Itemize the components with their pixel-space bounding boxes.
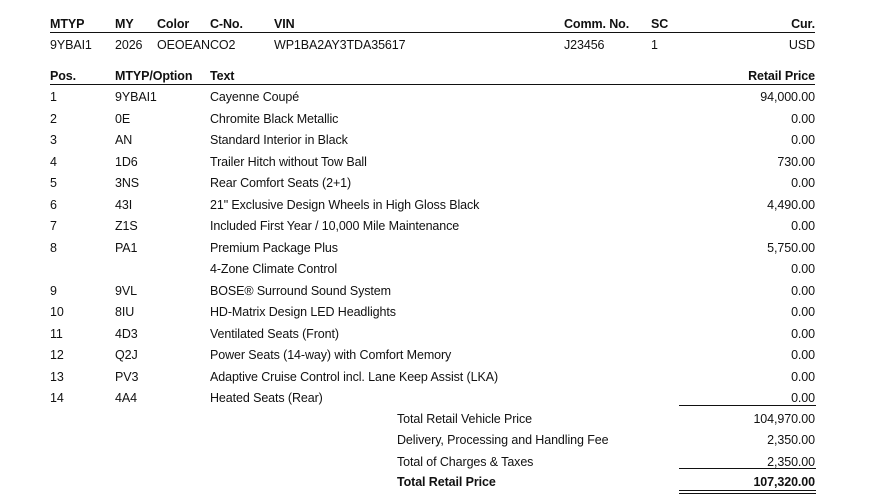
item-pos: 10	[50, 305, 64, 319]
header-label-my: MY	[115, 17, 134, 31]
table-row	[0, 112, 880, 133]
table-row	[0, 391, 880, 412]
item-pos: 14	[50, 391, 64, 405]
header-value-cno: CO2	[210, 38, 236, 52]
item-option: Z1S	[115, 219, 138, 233]
item-pos: 3	[50, 133, 57, 147]
header-label-color: Color	[157, 17, 190, 31]
item-option: 4D3	[115, 326, 138, 341]
table-row	[0, 262, 880, 283]
item-pos: 12	[50, 348, 64, 362]
item-option: 9YBAI1	[115, 90, 157, 104]
item-pos: 11	[50, 326, 63, 341]
table-row	[0, 219, 880, 240]
total-label: Total Retail Vehicle Price	[397, 412, 532, 426]
item-text: Standard Interior in Black	[210, 133, 348, 147]
table-row	[0, 241, 880, 262]
total-label: Delivery, Processing and Handling Fee	[397, 433, 609, 447]
item-pos: 4	[50, 154, 57, 169]
items-header-text: Text	[210, 69, 235, 83]
item-option: 43I	[115, 197, 133, 212]
item-price: 0.00	[791, 391, 815, 405]
header-value-color: OEOEAN	[157, 38, 210, 52]
item-text: Power Seats (14-way) with Comfort Memory	[210, 348, 452, 362]
grand-total-underline-1	[679, 490, 816, 491]
item-option: 1D6	[115, 154, 138, 169]
item-text: Ventilated Seats (Front)	[210, 326, 339, 341]
grand-total-label: Total Retail Price	[397, 475, 496, 489]
item-price: 4,490.00	[767, 197, 815, 212]
item-text: 4-Zone Climate Control	[210, 262, 338, 276]
table-row	[0, 370, 880, 391]
table-row	[0, 305, 880, 326]
item-option: 9VL	[115, 283, 137, 298]
table-row	[0, 90, 880, 111]
table-row	[0, 155, 880, 176]
item-price: 0.00	[791, 262, 815, 276]
items-header-option: MTYP/Option	[115, 69, 193, 83]
header-value-my: 2026	[115, 38, 143, 52]
header-label-comm-no: Comm. No.	[564, 17, 630, 31]
item-price: 0.00	[791, 326, 815, 341]
item-option: 0E	[115, 111, 131, 126]
item-pos: 1	[50, 90, 57, 104]
item-pos: 6	[50, 197, 57, 212]
item-pos: 2	[50, 111, 57, 126]
items-header-pos: Pos.	[50, 69, 76, 83]
header-label-mtyp: MTYP	[50, 17, 85, 31]
header-label-cno: C-No.	[210, 17, 243, 31]
total-value: 2,350.00	[767, 433, 815, 447]
items-header-price: Retail Price	[748, 69, 815, 83]
table-row	[0, 348, 880, 369]
item-price: 94,000.00	[760, 90, 815, 104]
total-label: Total of Charges & Taxes	[397, 455, 534, 469]
item-price: 0.00	[791, 283, 815, 298]
header-value-currency: USD	[788, 38, 815, 52]
table-row	[0, 176, 880, 197]
grand-total-divider	[679, 468, 816, 469]
item-text: BOSE® Surround Sound System	[210, 283, 391, 298]
item-price: 730.00	[777, 154, 815, 169]
table-row	[0, 198, 880, 219]
total-row-vehicle-price	[0, 412, 880, 433]
item-text: Included First Year / 10,000 Mile Maintenance	[210, 219, 460, 233]
item-text: Cayenne Coupé	[210, 90, 300, 104]
total-row-charges-taxes	[0, 455, 880, 476]
item-text: Trailer Hitch without Tow Ball	[210, 154, 367, 169]
item-price: 0.00	[791, 133, 815, 147]
item-option: PV3	[115, 369, 139, 384]
item-price: 0.00	[791, 348, 815, 362]
item-text: Adaptive Cruise Control incl. Lane Keep Assist (LKA)	[210, 369, 499, 384]
item-pos: 5	[50, 176, 57, 190]
item-option: Q2J	[115, 348, 138, 362]
item-text: Heated Seats (Rear)	[210, 391, 323, 405]
item-option: PA1	[115, 240, 138, 255]
item-text: Premium Package Plus	[210, 240, 338, 255]
grand-total-underline-2	[679, 493, 816, 494]
header-value-vin: WP1BA2AY3TDA35617	[274, 38, 406, 52]
item-price: 0.00	[791, 219, 815, 233]
total-value: 2,350.00	[767, 455, 815, 469]
item-pos: 8	[50, 240, 57, 255]
item-text: Rear Comfort Seats (2+1)	[210, 176, 352, 190]
item-text: 21" Exclusive Design Wheels in High Gloss Black	[210, 197, 480, 212]
item-price: 0.00	[791, 111, 815, 126]
item-price: 0.00	[791, 176, 815, 190]
item-option: AN	[115, 133, 133, 147]
item-option: 4A4	[115, 391, 137, 405]
header-label-currency: Cur.	[791, 17, 815, 31]
header-value-mtyp: 9YBAI1	[50, 38, 92, 52]
item-price: 0.00	[791, 305, 815, 319]
total-value: 104,970.00	[753, 412, 815, 426]
subtotal-divider	[679, 405, 816, 406]
item-pos: 9	[50, 283, 57, 298]
header-label-vin: VIN	[274, 17, 295, 31]
header-label-sc: SC	[651, 17, 669, 31]
item-price: 0.00	[791, 369, 815, 384]
item-pos: 7	[50, 219, 57, 233]
grand-total-value: 107,320.00	[753, 475, 815, 489]
item-text: HD-Matrix Design LED Headlights	[210, 305, 396, 319]
table-row	[0, 284, 880, 305]
items-header-divider	[50, 84, 815, 85]
item-option: 3NS	[115, 176, 140, 190]
header-divider	[50, 32, 815, 33]
item-text: Chromite Black Metallic	[210, 111, 339, 126]
item-option: 8IU	[115, 305, 135, 319]
item-pos: 13	[50, 369, 64, 384]
table-row	[0, 133, 880, 154]
header-value-sc: 1	[651, 38, 658, 52]
item-price: 5,750.00	[767, 240, 815, 255]
table-row	[0, 327, 880, 348]
header-value-comm-no: J23456	[564, 38, 605, 52]
total-row-delivery-fee	[0, 433, 880, 454]
